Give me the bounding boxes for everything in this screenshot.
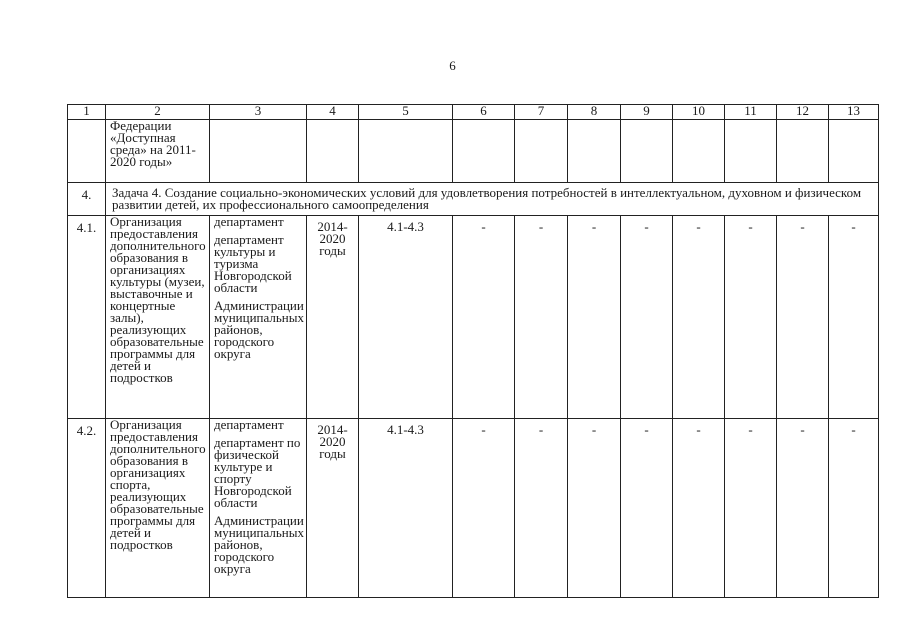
table-row [68, 419, 879, 598]
column-number: 6 [453, 105, 515, 120]
continuation-row [68, 120, 879, 183]
task-text: Задача 4. Создание социально-экономических условий для удовлетворения потребностей в интеллектуальном, духовном и физическом развитии детей, их профессионального самоопределения [106, 183, 879, 216]
row-value: - [515, 216, 568, 419]
column-number: 4 [307, 105, 359, 120]
row-number: 4.2. [68, 419, 106, 598]
executor: Администрации муниципальных районов, городского округа [214, 298, 305, 361]
row-executors [210, 216, 307, 419]
row-value: - [621, 419, 673, 598]
executor: департамент [214, 418, 284, 432]
row-value: - [673, 216, 725, 419]
row-value: - [829, 216, 879, 419]
executor: департамент культуры и туризма Новгородской области [214, 232, 292, 295]
row-executors [210, 419, 307, 598]
row-value: - [777, 419, 829, 598]
row-value: - [829, 419, 879, 598]
row-value: - [725, 216, 777, 419]
continuation-name: Федерации «Доступная среда» на 2011-2020 годы» [106, 120, 210, 183]
column-number-row [68, 105, 879, 120]
row-period: 2014-2020 годы [307, 216, 359, 419]
row-value: - [453, 419, 515, 598]
executor: департамент [214, 215, 284, 229]
task-row [68, 183, 879, 216]
row-value: - [453, 216, 515, 419]
executor: Администрации муниципальных районов, городского округа [214, 513, 305, 576]
row-value: - [515, 419, 568, 598]
row-value: - [568, 419, 621, 598]
row-targets: 4.1-4.3 [359, 216, 453, 419]
row-value: - [621, 216, 673, 419]
column-number: 2 [106, 105, 210, 120]
column-number: 11 [725, 105, 777, 120]
column-number: 8 [568, 105, 621, 120]
row-value: - [725, 419, 777, 598]
column-number: 13 [829, 105, 879, 120]
row-value: - [673, 419, 725, 598]
column-number: 12 [777, 105, 829, 120]
row-name: Организация предоставления дополнительного образования в организациях спорта, реализующих образовательные программы для детей и подростков [106, 419, 210, 598]
row-value: - [568, 216, 621, 419]
row-targets: 4.1-4.3 [359, 419, 453, 598]
row-value: - [777, 216, 829, 419]
page-number: 6 [449, 58, 456, 73]
row-number: 4.1. [68, 216, 106, 419]
row-period: 2014-2020 годы [307, 419, 359, 598]
column-number: 5 [359, 105, 453, 120]
executor: департамент по физической культуре и спорту Новгородской области [214, 435, 301, 510]
column-number: 9 [621, 105, 673, 120]
column-number: 10 [673, 105, 725, 120]
column-number: 1 [68, 105, 106, 120]
row-name: Организация предоставления дополнительного образования в организациях культуры (музеи, выставочные и концертные залы), реализующих образовательные программы для детей и подростков [106, 216, 210, 419]
column-number: 7 [515, 105, 568, 120]
column-number: 3 [210, 105, 307, 120]
table-row [68, 216, 879, 419]
program-table [67, 104, 879, 598]
task-number: 4. [68, 183, 106, 216]
